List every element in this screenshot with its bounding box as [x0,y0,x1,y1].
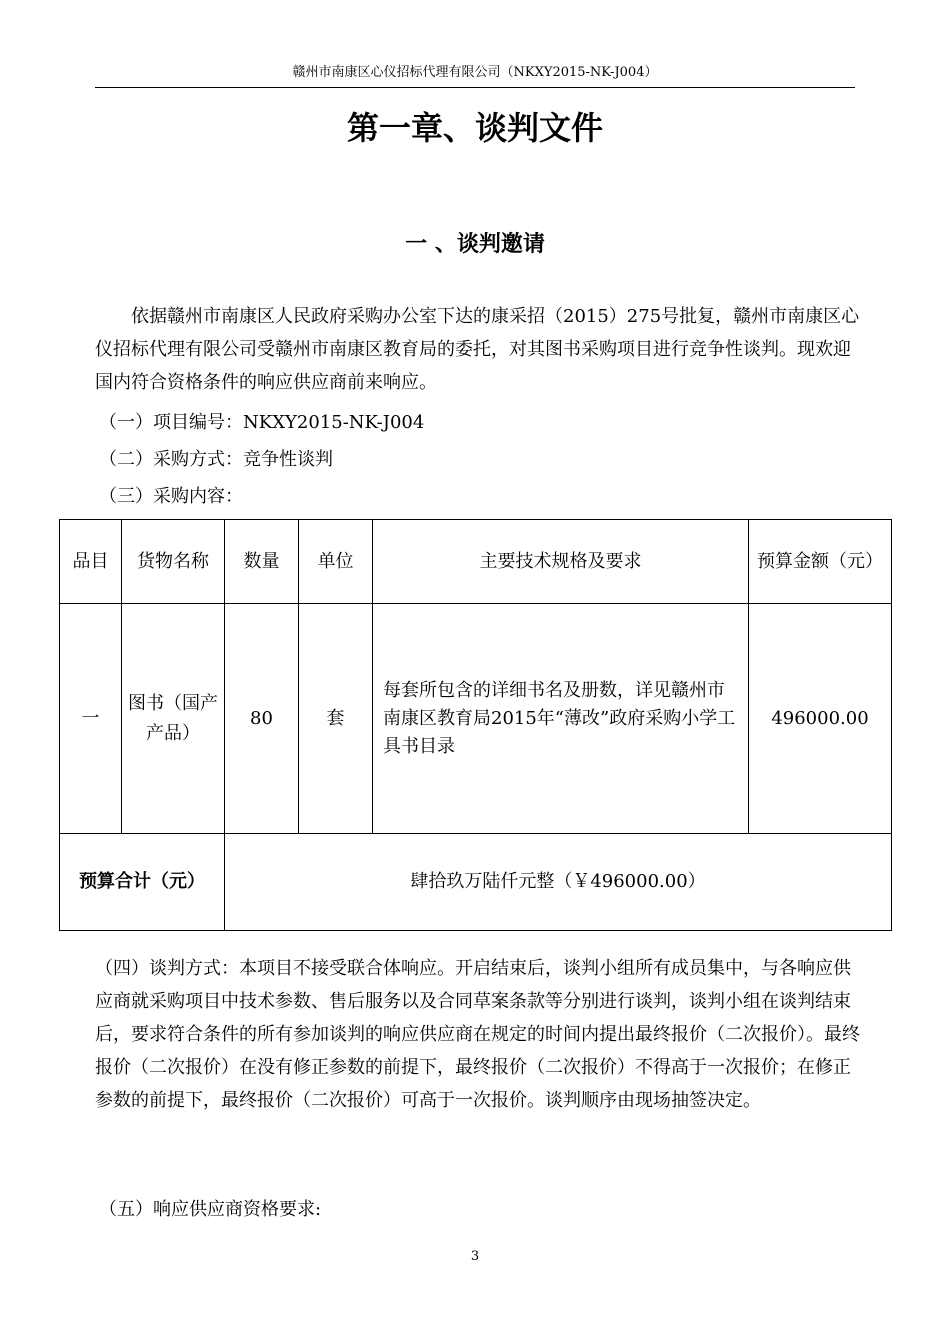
cell-quantity: 80 [225,604,299,834]
negotiation-paragraph: （四）谈判方式：本项目不接受联合体响应。开启结束后，谈判小组所有成员集中，与各响应供应商就采购项目中技术参数、售后服务以及合同草案条款等分别进行谈判，谈判小组在谈判结束后，要求符合条件的所有参加谈判的响应供应商在规定的时间内提出最终报价（二次报价）。最终报价（二次报价）在没有修正参数的前提下，最终报价（二次报价）不得高于一次报价；在修正参数的前提下，最终报价（二次报价）可高于一次报价。谈判顺序由现场抽签决定。 [95,958,860,1111]
table-header-row [60,520,892,604]
project-number: （一）项目编号：NKXY2015-NK-J004 [99,412,425,433]
procurement-table [59,519,892,931]
cell-budget: 496000.00 [749,604,892,834]
procurement-content-label: （三）采购内容： [99,486,243,507]
section-title: 一 、谈判邀请 [405,232,545,257]
cell-unit: 套 [299,604,373,834]
cell-goods: 图书（国产产品） [122,604,225,834]
intro-paragraph: 依据赣州市南康区人民政府采购办公室下达的康采招（2015）275号批复，赣州市南康区心仪招标代理有限公司受赣州市南康区教育局的委托，对其图书采购项目进行竞争性谈判。现欢迎国内符合资格条件的响应供应商前来响应。 [95,306,860,393]
procurement-method: （二）采购方式：竞争性谈判 [99,449,333,470]
total-value: 肆拾玖万陆仟元整（￥496000.00） [225,834,892,931]
header-goods-name: 货物名称 [122,520,225,604]
header-divider [95,87,855,88]
header-unit: 单位 [299,520,373,604]
table-row [60,604,892,834]
cell-item: 一 [60,604,122,834]
cell-specification: 每套所包含的详细书名及册数，详见赣州市南康区教育局2015年“薄改”政府采购小学工具书目录 [373,604,749,834]
table-total-row [60,834,892,931]
qualification-label: （五）响应供应商资格要求: [99,1199,322,1220]
total-label: 预算合计（元） [60,834,225,931]
header-budget: 预算金额（元） [749,520,892,604]
page-header: 赣州市南康区心仪招标代理有限公司（NKXY2015-NK-J004） [292,65,658,80]
header-item: 品目 [60,520,122,604]
header-quantity: 数量 [225,520,299,604]
chapter-title: 第一章、谈判文件 [346,109,603,147]
header-specification: 主要技术规格及要求 [373,520,749,604]
page-number: 3 [470,1249,480,1264]
